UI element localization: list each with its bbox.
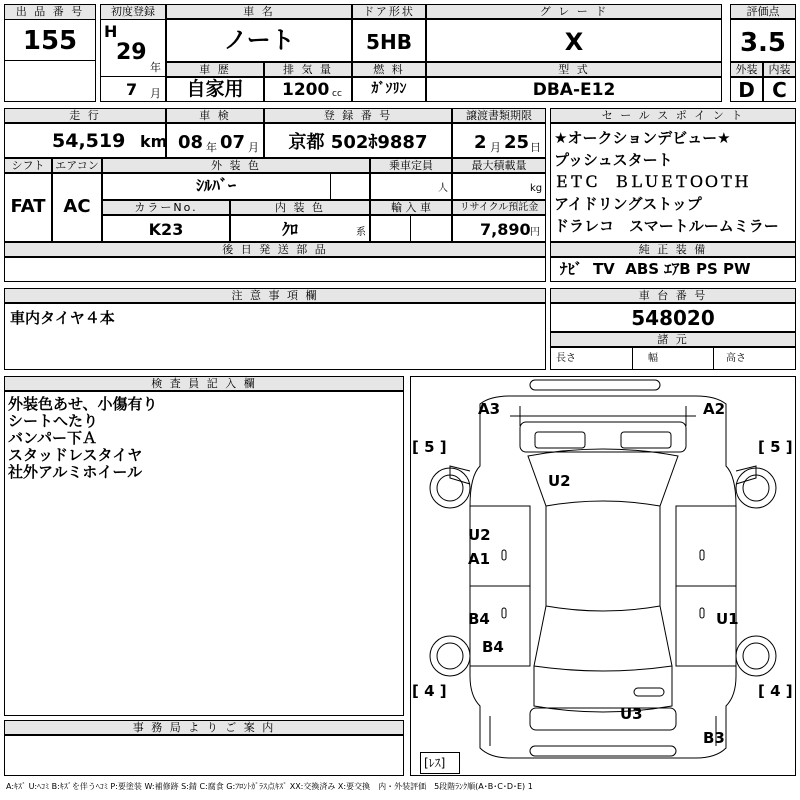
import-sub — [410, 214, 452, 242]
label-rear-bottom: B3 — [703, 729, 725, 747]
recycle-label: リサイクル預託金 — [452, 200, 546, 216]
spec-width: 幅 — [648, 353, 658, 364]
model: DBA-E12 — [532, 80, 616, 100]
ac-label: エアコン — [52, 158, 102, 174]
interior-label: 内装 — [763, 62, 796, 78]
tire-rr — [736, 636, 776, 676]
label-front-left: A3 — [478, 400, 501, 418]
inspection-month-unit: 月 — [248, 141, 259, 154]
inspector-line: シートへたり — [8, 412, 99, 430]
label-right-rear-door: U1 — [716, 610, 739, 628]
exterior-grade: D — [738, 78, 755, 102]
max-load-label: 最大積載量 — [452, 158, 546, 174]
spare-label: [ﾚｽ] — [424, 756, 446, 770]
specs-label: 諸 元 — [550, 332, 796, 348]
inspection-label: 車 検 — [166, 108, 264, 124]
chassis-label: 車 台 番 号 — [550, 288, 796, 304]
label-left-rear-door: B4 — [468, 610, 490, 628]
inspection-month: 07 — [220, 132, 246, 153]
label-left-front-door-2: A1 — [468, 550, 491, 568]
tire-fr-value: [ 5 ] — [758, 438, 793, 456]
lot-divider — [4, 60, 96, 61]
lot-number: 155 — [22, 26, 78, 56]
first-reg-divider — [100, 76, 166, 77]
door: 5HB — [366, 30, 412, 54]
sales-line: ＥＴＣ ＢＬＵＥＴＯＯＴＨ — [554, 173, 750, 191]
sales-label: セ ー ル ス ポ イ ン ト — [550, 108, 796, 124]
inspector-label: 検 査 員 記 入 欄 — [4, 376, 404, 392]
ac: AC — [63, 196, 91, 217]
transfer-day: 25 — [504, 132, 530, 153]
office-box — [4, 734, 404, 776]
year-unit: 年 — [150, 61, 161, 74]
front-bumper-part — [530, 380, 660, 390]
transfer-label: 譲渡書類期限 — [452, 108, 546, 124]
caution-label: 注 意 事 項 欄 — [4, 288, 546, 304]
tire-fl-value: [ 5 ] — [412, 438, 447, 456]
label-left-rear-fender: B4 — [482, 638, 504, 656]
tire-rl-value: [ 4 ] — [412, 682, 447, 700]
inspection-year: 08 — [178, 132, 204, 153]
history: 自家用 — [186, 78, 244, 100]
interior-grade: C — [772, 78, 787, 102]
label-roof: U2 — [548, 472, 571, 490]
mileage: 54,519 — [52, 130, 126, 152]
displacement-label: 排 気 量 — [264, 62, 352, 78]
history-label: 車 歴 — [166, 62, 264, 78]
plate-label: 登 録 番 号 — [264, 108, 452, 124]
tire-rr-value: [ 4 ] — [758, 682, 793, 700]
sales-line: ★オークションデビュー★ — [554, 129, 731, 147]
grade-label: グ レ ー ド — [426, 4, 722, 20]
car-diagram — [410, 376, 796, 776]
ext-color: ｼﾙﾊﾞｰ — [195, 176, 236, 195]
inspector-line: 社外アルミホイール — [8, 463, 143, 481]
transfer-month: 2 — [474, 132, 487, 153]
int-color: ｸﾛ — [281, 220, 298, 239]
spec-length: 長さ — [556, 353, 576, 364]
ext-color-label: 外 装 色 — [102, 158, 370, 174]
ext-color-sub — [330, 172, 370, 200]
office-label: 事 務 局 よ り ご 案 内 — [4, 720, 404, 736]
mileage-unit: km — [140, 132, 168, 151]
fuel: ｶﾞｿﾘﾝ — [371, 81, 407, 97]
inspection-year-unit: 年 — [206, 141, 217, 154]
era: H — [104, 22, 118, 41]
capacity-label: 乗車定員 — [370, 158, 452, 174]
recycle-unit: 円 — [530, 227, 540, 238]
inspector-line: バンパー下Ａ — [8, 429, 97, 447]
door-label: ドア形状 — [352, 4, 426, 20]
import-label: 輸 入 車 — [370, 200, 452, 216]
transfer-month-unit: 月 — [490, 141, 501, 154]
body-outline — [470, 396, 736, 758]
equipment-items: ﾅﾋﾞ TV ABS ｴｱB PS PW — [560, 260, 751, 278]
color-no-label: カラーNo. — [102, 200, 230, 216]
sales-line: アイドリングストップ — [554, 195, 702, 213]
chassis-number: 548020 — [631, 306, 715, 330]
plate: 京都 502ﾎ9887 — [288, 132, 428, 153]
color-no: K23 — [148, 220, 184, 239]
shift: FAT — [10, 196, 46, 217]
later-parts-box — [4, 256, 546, 282]
sales-line: ドラレコ スマートルームミラー — [554, 217, 779, 235]
score-label: 評価点 — [730, 4, 796, 20]
legend: A:ｷｽﾞ U:ﾍｺﾐ B:ｷｽﾞを伴うﾍｺﾐ P:要塗装 W:補修跡 S:錆 C:腐食 G:ﾌﾛﾝﾄｶﾞﾗｽ点ｷｽﾞ XX:交換済み X:要交換 内・外装評価 5段階ﾗﾝｸ順(A･B･C･D･E) 1 — [6, 782, 533, 791]
equipment-label: 純 正 装 備 — [550, 242, 796, 258]
spec-height: 高さ — [726, 353, 746, 364]
recycle: 7,890 — [480, 220, 531, 239]
transfer-day-unit: 日 — [530, 141, 541, 154]
first-reg-year: 29 — [116, 40, 147, 65]
later-parts-label: 後 日 発 送 部 品 — [4, 242, 546, 258]
displacement-unit: cc — [332, 89, 342, 99]
model-label: 型 式 — [426, 62, 722, 78]
month-unit: 月 — [150, 87, 161, 100]
label-front-right: A2 — [703, 400, 726, 418]
displacement: 1200 — [282, 80, 330, 100]
car-name-label: 車 名 — [166, 4, 352, 20]
tire-rl — [430, 636, 470, 676]
first-reg-label: 初度登録 — [100, 4, 166, 20]
max-load-unit: kg — [530, 183, 543, 194]
int-color-unit: 系 — [356, 227, 366, 238]
fuel-label: 燃 料 — [352, 62, 426, 78]
specs-cell — [632, 346, 714, 370]
mileage-label: 走 行 — [4, 108, 166, 124]
label-left-front-door-1: U2 — [468, 526, 491, 544]
inspector-line: スタッドレスタイヤ — [8, 446, 143, 464]
int-color-label: 内 装 色 — [230, 200, 370, 216]
car-name: ノート — [223, 26, 295, 54]
score: 3.5 — [739, 28, 787, 58]
inspector-line: 外装色あせ、小傷有り — [8, 395, 158, 413]
capacity-unit: 人 — [438, 183, 448, 194]
sales-line: プッシュスタート — [554, 151, 673, 169]
caution-text: 車内タイヤ４本 — [10, 309, 115, 327]
grade: X — [564, 28, 584, 56]
shift-label: シフト — [4, 158, 52, 174]
label-rear-bumper: U3 — [620, 705, 643, 723]
lot-label: 出 品 番 号 — [4, 4, 96, 20]
first-reg-month: 7 — [126, 80, 138, 99]
rear-bumper-part — [530, 746, 676, 756]
exterior-label: 外装 — [730, 62, 763, 78]
